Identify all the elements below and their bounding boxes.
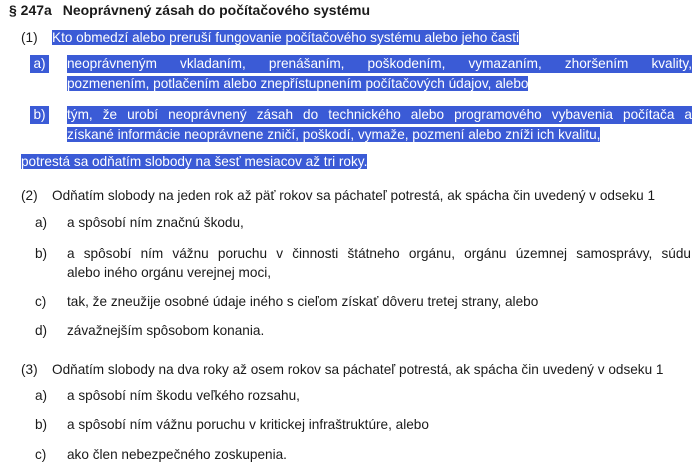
paragraph-2-item-a-text: a spôsobí ním značnú škodu, bbox=[67, 215, 244, 230]
paragraph-2-intro: Odňatím slobody na jeden rok až päť rokov sa páchateľ potrestá, ak spácha čin uvedený v odseku 1 bbox=[52, 188, 656, 203]
paragraph-1-item-b-label: b) bbox=[30, 106, 49, 124]
paragraph-3-item-b-label: b) bbox=[35, 417, 48, 432]
paragraph-3-number: (3) bbox=[21, 362, 38, 377]
paragraph-1-penalty-text: potrestá sa odňatím slobody na šesť mesiacov až tri roky. bbox=[21, 154, 368, 169]
paragraph-3-item-a-label: a) bbox=[35, 388, 48, 403]
paragraph-1-penalty[interactable] bbox=[21, 153, 367, 171]
paragraph-2-item-b-line-2: alebo iného orgánu verejnej moci, bbox=[67, 265, 272, 280]
paragraph-3-intro: Odňatím slobody na dva roky až osem rokov sa páchateľ potrestá, ak spácha čin uvedený v odseku 1 bbox=[52, 362, 664, 377]
paragraph-1-item-b-line-2[interactable] bbox=[67, 126, 600, 144]
section-title: Neoprávnený zásah do počítačového systému bbox=[62, 2, 371, 18]
paragraph-2-item-d-label: d) bbox=[35, 323, 48, 338]
paragraph-2-number: (2) bbox=[21, 188, 38, 203]
paragraph-2-item-c-text: tak, že zneužije osobné údaje iného s cieľom získať dôveru tretej strany, alebo bbox=[67, 294, 539, 309]
section-heading bbox=[9, 2, 370, 18]
paragraph-1-intro-text: Kto obmedzí alebo preruší fungovanie počítačového systému alebo jeho časti bbox=[52, 30, 520, 45]
paragraph-1-item-b-line-1[interactable]: tým, že urobí neoprávnený zásah do technického alebo programového vybavenia počítača a bbox=[67, 107, 692, 122]
paragraph-1-number: (1) bbox=[21, 30, 38, 45]
paragraph-1-item-a-label: a) bbox=[30, 55, 49, 73]
paragraph-1-item-a-line-1[interactable]: neoprávneným vkladaním, prenášaním, poškodením, vymazaním, zhoršením kvality, bbox=[67, 56, 692, 71]
paragraph-2-item-a-label: a) bbox=[35, 215, 48, 230]
paragraph-2-item-c-label: c) bbox=[35, 294, 47, 309]
paragraph-2-item-b-label: b) bbox=[35, 246, 48, 261]
paragraph-1-item-a-line-2[interactable] bbox=[67, 75, 528, 93]
paragraph-2-item-d-text: závažnejším spôsobom konania. bbox=[67, 323, 265, 338]
paragraph-1-item-b-line-2-text: získané informácie neoprávnene zničí, poškodí, vymaže, pozmení alebo zníži ich kvalitu, bbox=[67, 127, 601, 142]
paragraph-2-item-b-line-1: a spôsobí ním vážnu poruchu v činnosti štátneho orgánu, orgánu územnej samosprávy, súdu bbox=[67, 246, 691, 261]
paragraph-3-item-b-text: a spôsobí ním vážnu poruchu v kritickej infraštruktúre, alebo bbox=[67, 417, 429, 432]
paragraph-1-intro[interactable] bbox=[52, 29, 519, 47]
paragraph-3-item-a-text: a spôsobí ním škodu veľkého rozsahu, bbox=[67, 388, 300, 403]
section-number: § 247a bbox=[9, 2, 52, 18]
paragraph-1-item-a-line-2-text: pozmenením, potlačením alebo znepřístupnením počítačových údajov, alebo bbox=[67, 76, 529, 91]
paragraph-3-item-c-label: c) bbox=[35, 447, 47, 462]
paragraph-3-item-c-text: ako člen nebezpečného zoskupenia. bbox=[67, 447, 287, 462]
